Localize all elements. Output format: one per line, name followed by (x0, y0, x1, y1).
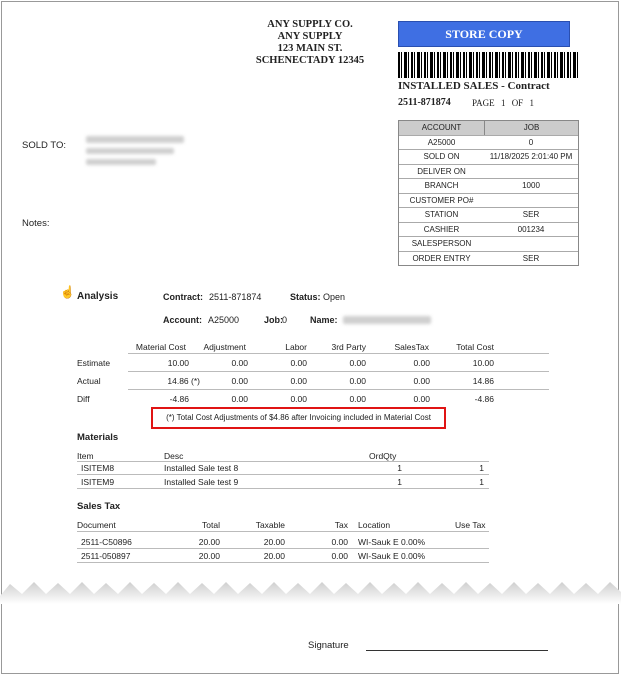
cost-header: 3rd Party (331, 342, 366, 352)
document-type: INSTALLED SALES - Contract (398, 80, 550, 92)
notes-label: Notes: (22, 218, 50, 229)
cost-cell: -4.86 (169, 394, 189, 404)
cost-cell: 0.00 (349, 358, 366, 368)
sales-tax-header: Taxable (255, 520, 285, 530)
account-row-label: A25000 (427, 137, 456, 147)
account-row-label: STATION (424, 210, 459, 220)
account-row-label: DELIVER ON (417, 166, 466, 176)
analysis-title: Analysis (77, 291, 119, 302)
job-value: 0 (282, 315, 288, 325)
store-copy-banner: STORE COPY (398, 21, 570, 47)
page-info (472, 98, 534, 108)
cost-cell: 14.86 (472, 376, 494, 386)
material-desc: Installed Sale test 9 (164, 477, 239, 487)
cost-header: Labor (285, 342, 307, 352)
torn-edge-divider (0, 576, 621, 604)
account-row-value: 001234 (517, 224, 545, 234)
job-header: JOB (523, 123, 540, 133)
cost-cell: 0.00 (290, 376, 307, 386)
account-row-label: CUSTOMER PO# (409, 195, 474, 205)
company-street: 123 MAIN ST. (277, 43, 343, 54)
company-address (230, 19, 390, 67)
redacted-name (86, 136, 184, 143)
cost-cell: 0.00 (413, 376, 430, 386)
redacted-address (86, 148, 174, 154)
account-row (399, 222, 578, 237)
divider (77, 562, 489, 563)
account-row (399, 135, 578, 150)
cost-cell: 10.00 (167, 358, 189, 368)
account-row (399, 251, 578, 266)
sales-tax-header: Document (77, 520, 116, 530)
sales-tax-header: Tax (334, 520, 348, 530)
account-row-label: SOLD ON (423, 152, 460, 162)
job-label: Job: (264, 315, 283, 325)
material-ordqty: 1 (397, 477, 402, 487)
account-header: ACCOUNT (399, 121, 485, 135)
cost-row-label: Estimate (77, 358, 111, 368)
materials-header-ordqty: OrdQty (369, 451, 397, 461)
account-row-label: CASHIER (423, 224, 460, 234)
divider (77, 548, 489, 549)
name-label: Name: (310, 315, 338, 325)
sales-tax-tax: 0.00 (331, 551, 348, 561)
materials-title: Materials (77, 432, 119, 443)
company-line2: ANY SUPPLY (277, 31, 343, 42)
sales-tax-header: Location (358, 520, 391, 530)
cost-cell: 0.00 (349, 376, 366, 386)
account-label: Account: (163, 315, 202, 325)
cost-cell: 0.00 (231, 376, 248, 386)
account-row (399, 193, 578, 208)
account-row (399, 207, 578, 222)
cost-row-label: Actual (77, 376, 101, 386)
sales-tax-tax: 0.00 (331, 537, 348, 547)
cost-cell: 0.00 (413, 358, 430, 368)
redacted-customer-name (343, 316, 431, 324)
cost-header: Total Cost (456, 342, 494, 352)
divider (128, 389, 549, 390)
materials-header-item: Item (77, 451, 94, 461)
account-info-table (398, 120, 579, 266)
account-row-value: SER (522, 210, 540, 220)
material-item: ISITEM9 (81, 477, 115, 487)
sold-to-label: SOLD TO: (22, 140, 66, 151)
divider (77, 488, 489, 489)
contract-value: 2511-871874 (209, 292, 262, 302)
account-row-label: ORDER ENTRY (412, 253, 471, 263)
sales-tax-taxable: 20.00 (263, 551, 285, 561)
redacted-city (86, 159, 156, 165)
divider (77, 474, 489, 475)
sales-tax-header: Use Tax (455, 520, 486, 530)
cost-cell: 0.00 (290, 394, 307, 404)
signature-label: Signature (308, 640, 349, 651)
page-number: 1 (500, 98, 506, 108)
account-row-value: 11/18/2025 2:01:40 PM (489, 152, 573, 162)
account-row-value: 0 (528, 137, 534, 147)
material-qty: 1 (479, 463, 484, 473)
sales-tax-total: 20.00 (198, 537, 220, 547)
account-row (399, 178, 578, 193)
material-ordqty: 1 (397, 463, 402, 473)
account-row (399, 236, 578, 251)
contract-label: Contract: (163, 292, 203, 302)
cost-cell: 0.00 (413, 394, 430, 404)
company-city: SCHENECTADY 12345 (255, 55, 365, 66)
account-row-label: SALESPERSON (411, 239, 472, 249)
material-item: ISITEM8 (81, 463, 115, 473)
status-value: Open (323, 292, 346, 302)
signature-line (366, 650, 548, 651)
sales-tax-location: WI-Sauk E 0.00% (358, 551, 426, 561)
cost-cell: 10.00 (472, 358, 494, 368)
material-qty: 1 (479, 477, 484, 487)
sales-tax-document: 2511-050897 (81, 551, 131, 561)
sales-tax-taxable: 20.00 (263, 537, 285, 547)
cost-header: Material Cost (135, 342, 186, 352)
divider (77, 531, 489, 532)
account-value: A25000 (208, 315, 240, 325)
page-total: 1 (529, 98, 534, 108)
divider (128, 371, 549, 372)
company-name: ANY SUPPLY CO. (267, 19, 353, 30)
account-row (399, 149, 578, 164)
cost-cell: -4.86 (474, 394, 494, 404)
barcode-image (398, 52, 579, 78)
of-label: OF (511, 98, 524, 108)
divider (128, 353, 549, 354)
cost-header: Adjustment (203, 342, 246, 352)
sales-tax-total: 20.00 (198, 551, 220, 561)
cost-cell: 0.00 (231, 358, 248, 368)
cost-row-label: Diff (77, 394, 90, 404)
cost-header: SalesTax (394, 342, 429, 352)
divider (77, 461, 489, 462)
account-row-value: 1000 (522, 181, 540, 191)
cost-cell: 0.00 (231, 394, 248, 404)
document-number: 2511-871874 (398, 97, 451, 108)
account-table-header (399, 121, 578, 135)
account-row-value: SER (522, 253, 540, 263)
sales-tax-title: Sales Tax (77, 501, 121, 512)
cost-cell: 14.86 (*) (167, 376, 200, 386)
account-row (399, 164, 578, 179)
cost-cell: 0.00 (349, 394, 366, 404)
material-desc: Installed Sale test 8 (164, 463, 239, 473)
adjustment-footnote: (*) Total Cost Adjustments of $4.86 after Invoicing included in Material Cost (151, 407, 446, 429)
account-row-label: BRANCH (424, 181, 459, 191)
hand-icon: ☝ (60, 285, 75, 299)
materials-header-desc: Desc (164, 451, 184, 461)
sales-tax-location: WI-Sauk E 0.00% (358, 537, 426, 547)
cost-cell: 0.00 (290, 358, 307, 368)
status-label: Status: (290, 292, 321, 302)
page-label: PAGE (472, 98, 495, 108)
sales-tax-header: Total (202, 520, 220, 530)
sales-tax-document: 2511-C50896 (81, 537, 132, 547)
